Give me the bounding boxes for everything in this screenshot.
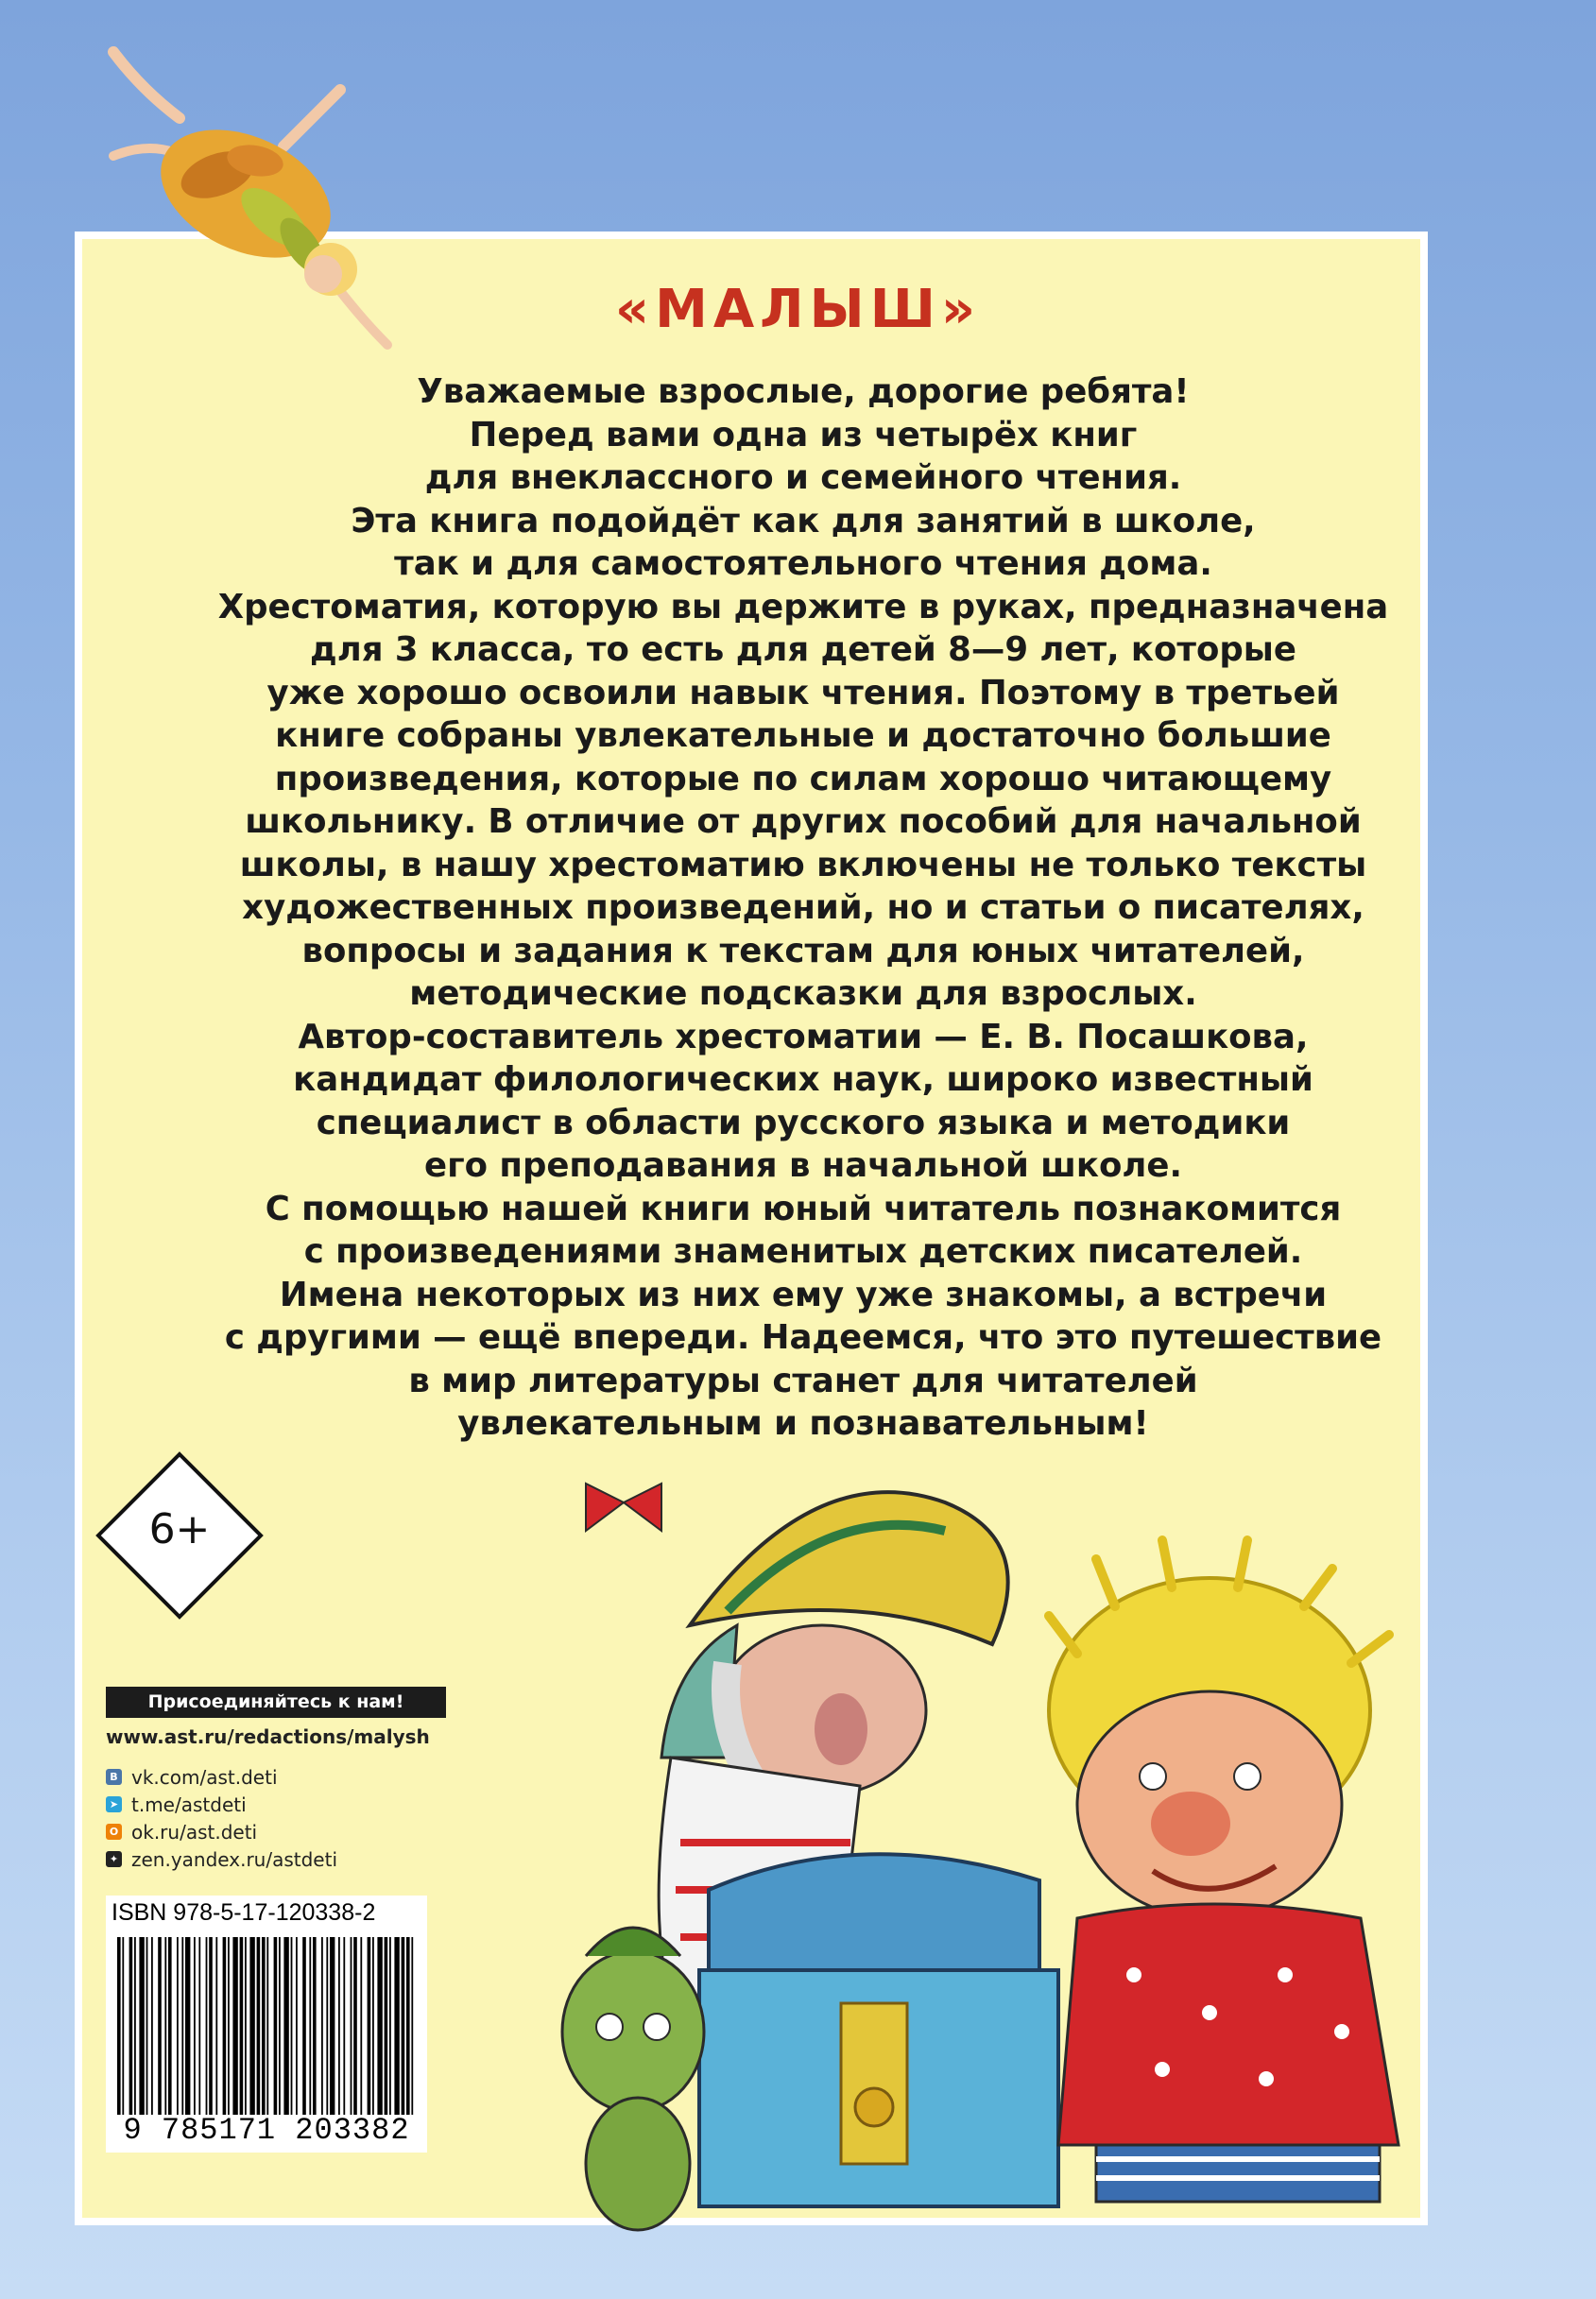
barcode-bar	[129, 1937, 133, 2115]
characters-illustration	[548, 1446, 1436, 2239]
text-line: Эта книга подойдёт как для занятий в школе,	[351, 501, 1256, 540]
barcode-bar	[411, 1937, 413, 2115]
text-line: художественных произведений, но и статьи о писателях,	[242, 888, 1364, 927]
text-line: произведения, которые по силам хорошо читающему	[274, 759, 1332, 798]
text-line: вопросы и задания к текстам для юных читателей,	[301, 931, 1305, 970]
brand-logo: «МАЛЫШ»	[614, 279, 982, 340]
barcode-bar	[353, 1937, 357, 2115]
barcode-bar	[394, 1937, 399, 2115]
text-line: Перед вами одна из четырёх книг	[469, 415, 1138, 455]
social-ok-text: ok.ru/ast.deti	[131, 1820, 258, 1844]
social-vk-text: vk.com/ast.deti	[131, 1765, 278, 1789]
barcode-bar	[296, 1937, 298, 2115]
social-vk[interactable]	[106, 1763, 541, 1791]
barcode-bar	[343, 1937, 345, 2115]
barcode-bar	[198, 1937, 200, 2115]
barcode-bar	[139, 1937, 144, 2115]
text-line: Хрестоматия, которую вы держите в руках, предназначена	[217, 587, 1389, 626]
barcode-bar	[283, 1937, 288, 2115]
barcode-bar	[406, 1937, 410, 2115]
social-telegram[interactable]	[106, 1791, 541, 1818]
barcode-bar	[122, 1937, 124, 2115]
barcode-bar	[185, 1937, 190, 2115]
barcode-bar	[257, 1937, 261, 2115]
text-line: методические подсказки для взрослых.	[409, 974, 1197, 1013]
barcode-bar	[206, 1937, 208, 2115]
vk-icon: В	[106, 1769, 122, 1785]
barcode-bar	[389, 1937, 391, 2115]
text-line: его преподавания в начальной школе.	[424, 1146, 1182, 1185]
social-telegram-text: t.me/astdeti	[131, 1793, 247, 1816]
text-line: школы, в нашу хрестоматию включены не только тексты	[239, 845, 1367, 884]
join-us-label: Присоединяйтесь к нам!	[106, 1687, 446, 1718]
barcode-bar	[266, 1937, 268, 2115]
text-line: для 3 класса, то есть для детей 8—9 лет, которые	[310, 630, 1296, 669]
website-link[interactable]: www.ast.ru/redactions/malysh	[106, 1725, 430, 1748]
barcode-bar	[177, 1937, 179, 2115]
text-line: С помощью нашей книги юный читатель познакомится	[265, 1189, 1342, 1228]
text-line: специалист в области русского языка и методики	[316, 1103, 1291, 1142]
barcode-bar	[146, 1937, 148, 2115]
barcode-bar	[351, 1937, 352, 2115]
barcode-bar	[215, 1937, 217, 2115]
text-line: так и для самостоятельного чтения дома.	[394, 544, 1212, 583]
barcode-bar	[117, 1937, 121, 2115]
text-line: в мир литературы станет для читателей	[408, 1361, 1198, 1400]
barcode-bar	[262, 1937, 266, 2115]
barcode-bar	[321, 1937, 323, 2115]
text-line: Уважаемые взрослые, дорогие ребята!	[417, 372, 1190, 411]
barcode-bar	[158, 1937, 162, 2115]
barcode-bar	[326, 1937, 328, 2115]
text-line: Имена некоторых из них ему уже знакомы, а встречи	[279, 1275, 1328, 1314]
barcode-bar	[134, 1937, 136, 2115]
barcode-bar	[223, 1937, 227, 2115]
text-line: увлекательным и познавательным!	[457, 1404, 1149, 1443]
social-zen-text: zen.yandex.ru/astdeti	[131, 1847, 337, 1871]
text-line: с другими — ещё впереди. Надеемся, что это путешествие	[224, 1318, 1382, 1357]
barcode-bar	[330, 1937, 335, 2115]
barcode-bar	[209, 1937, 213, 2115]
odnoklassniki-icon: О	[106, 1824, 122, 1840]
barcode-bar	[240, 1937, 244, 2115]
zen-icon: ✦	[106, 1851, 122, 1867]
barcode-bar	[151, 1937, 153, 2115]
barcode-bar	[372, 1937, 374, 2115]
text-line: для внеклассного и семейного чтения.	[424, 458, 1182, 497]
barcode-bar	[360, 1937, 362, 2115]
barcode-bar	[368, 1937, 371, 2115]
barcode	[113, 1937, 416, 2115]
barcode-bar	[377, 1937, 382, 2115]
text-line: кандидат филологических наук, широко известный	[293, 1060, 1313, 1099]
barcode-digits: 9 785171 203382	[123, 2113, 410, 2148]
description-text	[132, 370, 1474, 1446]
barcode-bar	[274, 1937, 278, 2115]
barcode-bar	[245, 1937, 247, 2115]
text-line: школьнику. В отличие от других пособий для начальной	[245, 802, 1362, 841]
text-line: уже хорошо освоили навык чтения. Поэтому в третьей	[266, 673, 1340, 712]
barcode-bar	[168, 1937, 172, 2115]
barcode-bar	[402, 1937, 405, 2115]
barcode-bar	[309, 1937, 311, 2115]
barcode-bar	[164, 1937, 166, 2115]
social-links	[106, 1763, 541, 1873]
age-rating: 6+	[148, 1505, 211, 1553]
telegram-icon: ➤	[106, 1796, 122, 1812]
barcode-bar	[232, 1937, 237, 2115]
social-ok[interactable]	[106, 1818, 541, 1845]
barcode-bar	[338, 1937, 340, 2115]
barcode-bar	[181, 1937, 183, 2115]
barcode-bar	[313, 1937, 317, 2115]
barcode-bar	[291, 1937, 293, 2115]
text-line: с произведениями знаменитых детских писателей.	[303, 1232, 1303, 1271]
text-line: Автор-составитель хрестоматии — Е. В. Посашкова,	[298, 1017, 1309, 1056]
barcode-bar	[302, 1937, 306, 2115]
barcode-bar	[279, 1937, 281, 2115]
isbn-text: ISBN 978-5-17-120338-2	[112, 1899, 376, 1926]
barcode-bar	[194, 1937, 196, 2115]
text-line: книге собраны увлекательные и достаточно большие	[275, 716, 1331, 755]
social-zen[interactable]	[106, 1845, 541, 1873]
barcode-bar	[228, 1937, 230, 2115]
barcode-bar	[249, 1937, 254, 2115]
isbn-barcode-block	[106, 1896, 427, 2153]
barcode-bar	[385, 1937, 388, 2115]
